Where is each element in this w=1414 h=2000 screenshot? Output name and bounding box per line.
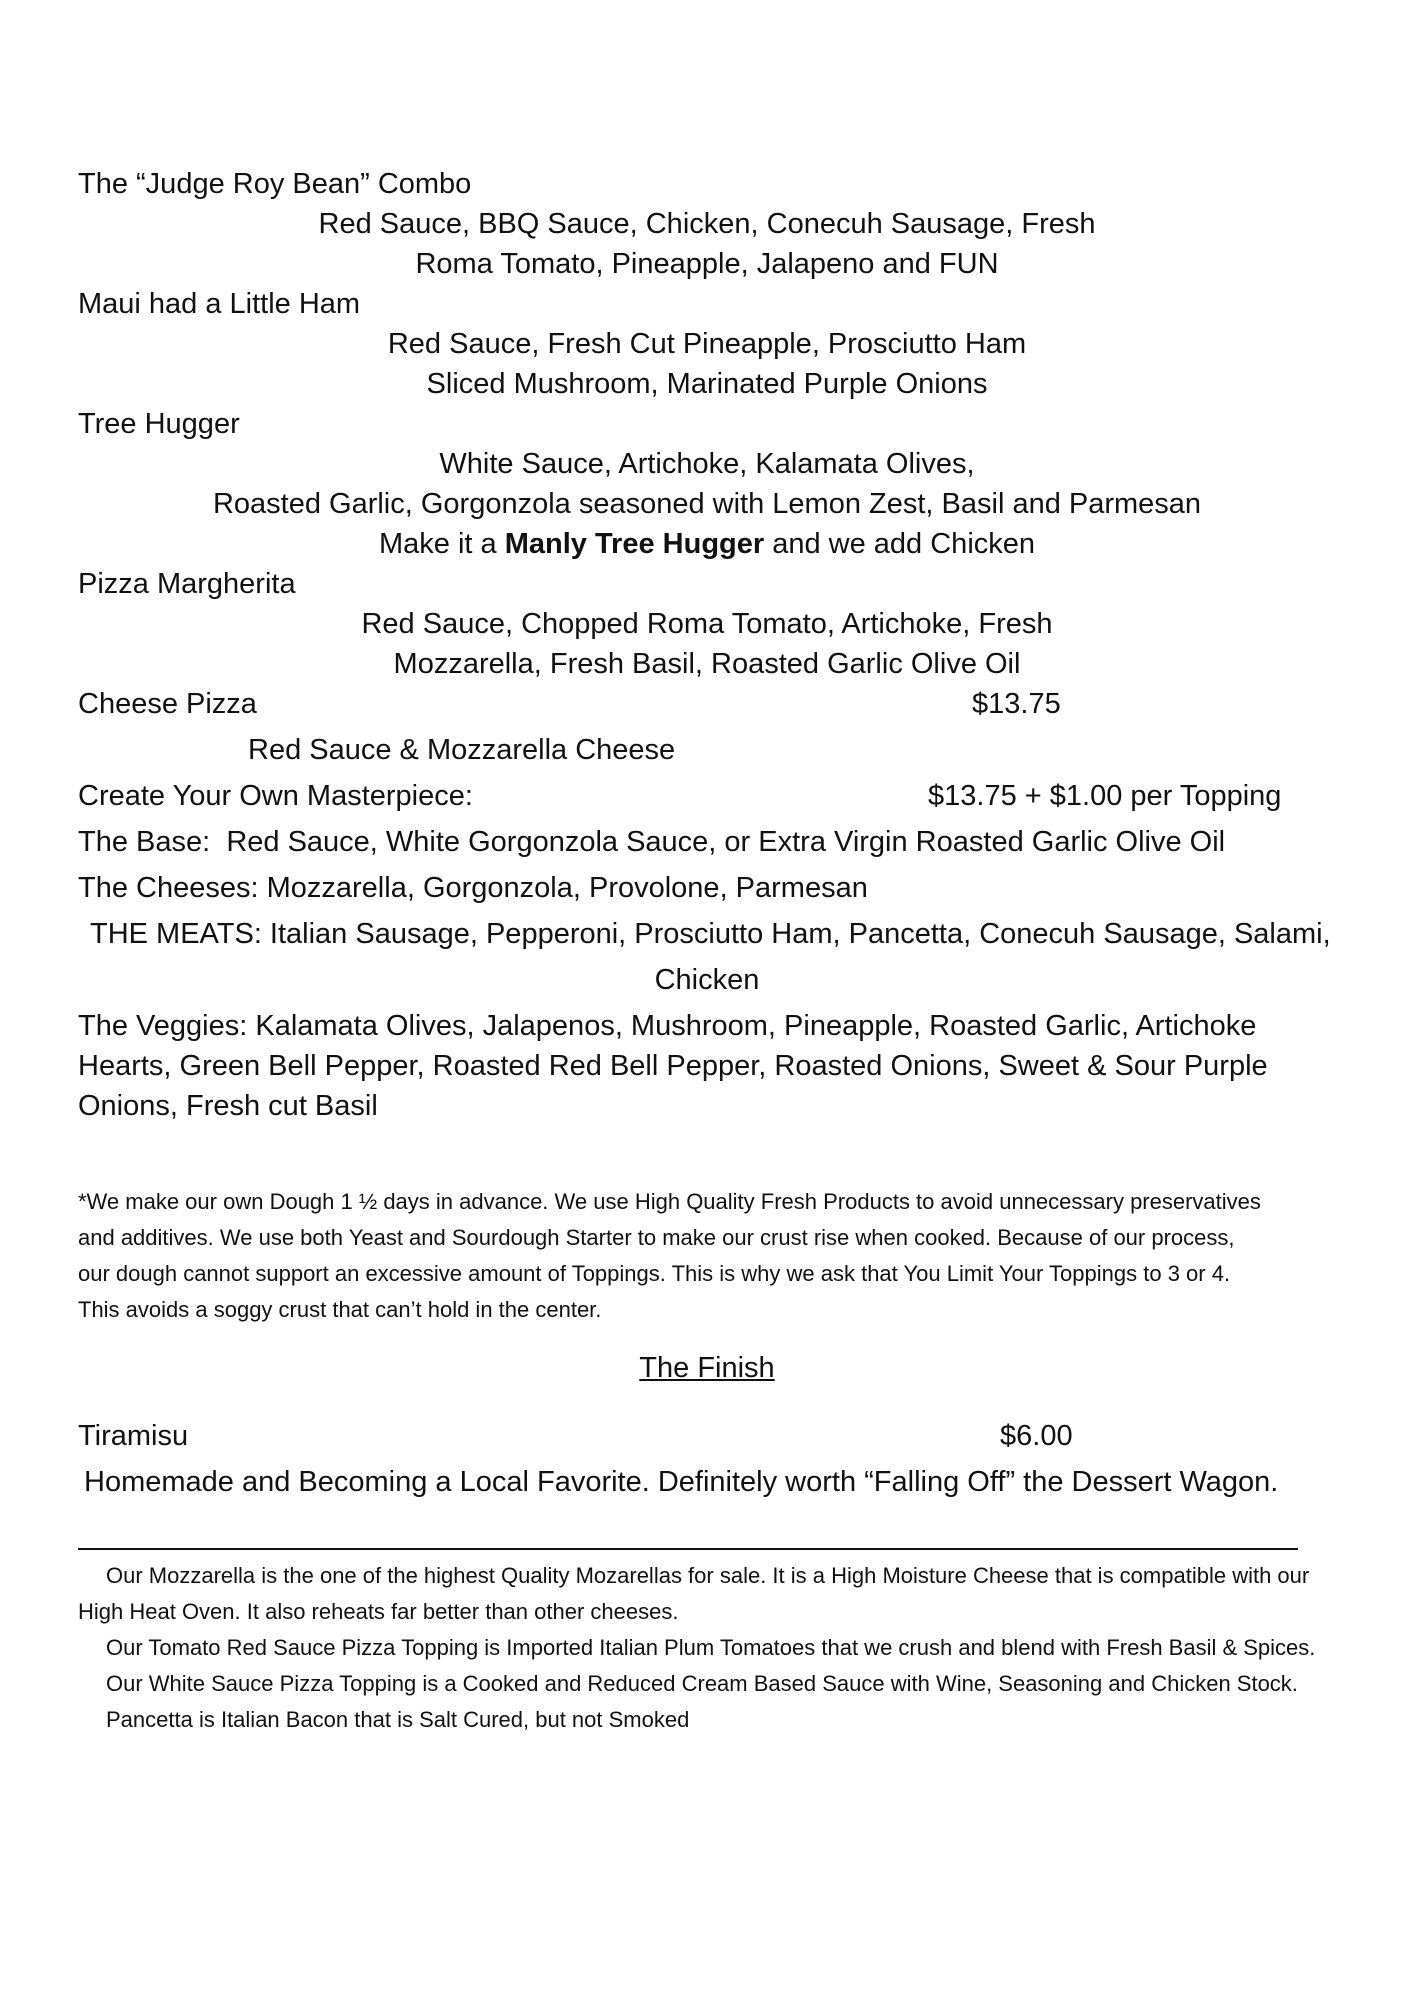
meats-line: [90, 918, 1331, 951]
dough-note-line: and additives. We use both Yeast and Sourdough Starter to make our crust rise when cooked. Because of our process,: [78, 1225, 1235, 1250]
cheese-pizza-desc: Red Sauce & Mozzarella Cheese: [248, 734, 676, 766]
tiramisu-desc: Homemade and Becoming a Local Favorite. Definitely worth “Falling Off” the Dessert Wagon.: [84, 1466, 1279, 1498]
tiramisu-price: $6.00: [1000, 1420, 1073, 1452]
cheeses-options: Mozzarella, Gorgonzola, Provolone, Parmesan: [266, 872, 868, 904]
pizza-title: Pizza Margherita: [78, 568, 296, 600]
upsell-post: and we add Chicken: [764, 528, 1036, 560]
pizza-upsell: [0, 528, 1414, 561]
dough-note: [78, 1184, 1348, 1328]
cheese-pizza-price: $13.75: [972, 688, 1061, 720]
veggies-options: : Kalamata Olives, Jalapenos, Mushroom, Pineapple, Roasted Garlic, Artichoke: [239, 1010, 1257, 1042]
footnote: Our White Sauce Pizza Topping is a Cooked and Reduced Cream Based Sauce with Wine, Seasoning and Chicken Stock.: [106, 1671, 1298, 1696]
create-title: Create Your Own Masterpiece:: [78, 780, 473, 812]
footnote: Our Mozzarella is the one of the highest Quality Mozarellas for sale. It is a High Moisture Cheese that is compatible with our High Heat Oven. It also reheats far better than other cheeses.: [78, 1563, 1310, 1624]
pizza-desc: Red Sauce, Fresh Cut Pineapple, Prosciutto Ham: [387, 328, 1027, 360]
dough-note-line: This avoids a soggy crust that can’t hold in the center.: [78, 1297, 602, 1322]
upsell-bold: Manly Tree Hugger: [504, 528, 765, 560]
pizza-title: Tree Hugger: [78, 408, 240, 440]
footnote: Our Tomato Red Sauce Pizza Topping is Imported Italian Plum Tomatoes that we crush and blend with Fresh Basil & Spices.: [106, 1635, 1316, 1660]
pizza-desc: Roasted Garlic, Gorgonzola seasoned with Lemon Zest, Basil and Parmesan: [212, 488, 1202, 520]
meats-options: : Italian Sausage, Pepperoni, Prosciutto Ham, Pancetta, Conecuh Sausage, Salami,: [253, 918, 1331, 950]
dough-note-line: our dough cannot support an excessive amount of Toppings. This is why we ask that You Limit Your Toppings to 3 or 4.: [78, 1261, 1231, 1286]
veggies-line: [78, 1010, 1256, 1043]
pizza-desc: Red Sauce, BBQ Sauce, Chicken, Conecuh Sausage, Fresh: [318, 208, 1096, 240]
pizza-desc: Mozzarella, Fresh Basil, Roasted Garlic Olive Oil: [393, 648, 1021, 680]
base-label: The Base:: [78, 826, 211, 858]
pizza-desc: Sliced Mushroom, Marinated Purple Onions: [426, 368, 988, 400]
dough-note-line: *We make our own Dough 1 ½ days in advance. We use High Quality Fresh Products to avoid unnecessary preservatives: [78, 1189, 1261, 1214]
upsell-pre: Make it a: [378, 528, 505, 560]
pizza-desc: White Sauce, Artichoke, Kalamata Olives,: [439, 448, 975, 480]
footnote: Pancetta is Italian Bacon that is Salt Cured, but not Smoked: [106, 1707, 690, 1732]
base-options: Red Sauce, White Gorgonzola Sauce, or Extra Virgin Roasted Garlic Olive Oil: [226, 826, 1226, 858]
pizza-title: The “Judge Roy Bean” Combo: [78, 168, 472, 200]
footnotes: [78, 1558, 1348, 1738]
cheeses-line: [78, 872, 868, 905]
meats-label: THE MEATS: [90, 918, 254, 950]
pizza-title: Maui had a Little Ham: [78, 288, 361, 320]
divider-rule: [78, 1548, 1298, 1550]
create-price: $13.75 + $1.00 per Topping: [928, 780, 1282, 812]
pizza-desc: Roma Tomato, Pineapple, Jalapeno and FUN: [415, 248, 999, 280]
finish-section-title: The Finish: [639, 1352, 775, 1384]
tiramisu-title: Tiramisu: [78, 1420, 189, 1452]
veggies-label: The Veggies: [78, 1010, 240, 1042]
pizza-desc: Red Sauce, Chopped Roma Tomato, Artichoke, Fresh: [361, 608, 1053, 640]
veggies-line-2: Hearts, Green Bell Pepper, Roasted Red Bell Pepper, Roasted Onions, Sweet & Sour Purple: [78, 1050, 1268, 1082]
cheese-pizza-title: Cheese Pizza: [78, 688, 257, 720]
veggies-line-3: Onions, Fresh cut Basil: [78, 1090, 378, 1122]
cheeses-label: The Cheeses:: [78, 872, 259, 904]
base-line: [78, 826, 1225, 859]
meats-cont: Chicken: [654, 964, 760, 996]
